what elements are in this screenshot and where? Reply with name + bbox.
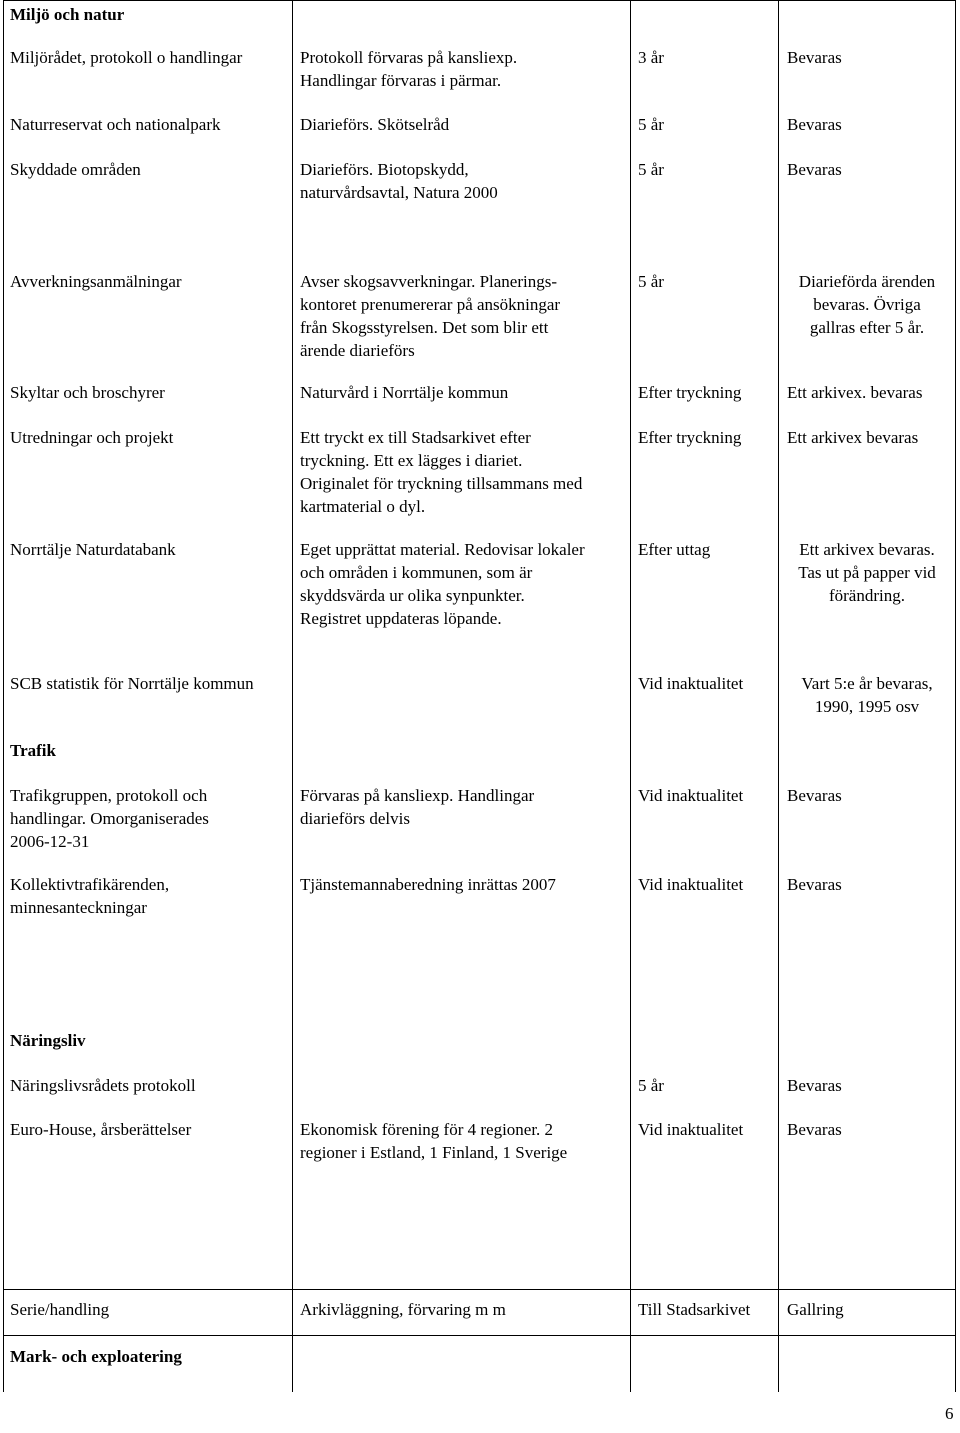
row-avverkning-forvaring: ärende diarieförs <box>300 341 415 360</box>
row-skyddade-gallring: Bevaras <box>787 160 842 179</box>
row-scb-gallring: Vart 5:e år bevaras, <box>801 674 933 693</box>
row-naringslivsradet-stadsarkiv: 5 år <box>638 1076 664 1095</box>
row-naturdatabank-forvaring: skyddsvärda ur olika synpunkter. <box>300 586 525 605</box>
row-avverkning-stadsarkiv: 5 år <box>638 272 664 291</box>
row-naturdatabank-stadsarkiv: Efter uttag <box>638 540 711 559</box>
row-avverkning-gallring: Diarieförda ärenden <box>798 272 936 291</box>
row-skyltar-gallring: Ett arkivex. bevaras <box>787 383 923 402</box>
row-trafikgruppen-forvaring: diarieförs delvis <box>300 809 410 828</box>
row-utredningar-forvaring: tryckning. Ett ex lägges i diariet. <box>300 451 523 470</box>
row-trafikgruppen-forvaring: Förvaras på kansliexp. Handlingar <box>300 786 535 805</box>
header-separator <box>3 1289 956 1290</box>
row-utredningar-stadsarkiv: Efter tryckning <box>638 428 742 447</box>
row-naturdatabank-forvaring: Eget upprättat material. Redovisar lokaler <box>300 540 585 559</box>
row-naturreservat-stadsarkiv: 5 år <box>638 115 664 134</box>
row-miljoradet-forvaring: Protokoll förvaras på kansliexp. <box>300 48 518 67</box>
header-till-stadsarkivet: Till Stadsarkivet <box>638 1300 751 1319</box>
row-miljoradet-stadsarkiv: 3 år <box>638 48 664 67</box>
row-skyltar-serie: Skyltar och broschyrer <box>10 383 165 402</box>
row-miljoradet-serie: Miljörådet, protokoll o handlingar <box>10 48 243 67</box>
row-avverkning-serie: Avverkningsanmälningar <box>10 272 182 291</box>
row-naturdatabank-forvaring: och områden i kommunen, som är <box>300 563 533 582</box>
row-kollektiv-stadsarkiv: Vid inaktualitet <box>638 875 744 894</box>
row-avverkning-gallring: bevaras. Övriga <box>813 295 921 314</box>
row-utredningar-forvaring: Originalet för tryckning tillsammans med <box>300 474 583 493</box>
row-skyddade-forvaring: Diarieförs. Biotopskydd, <box>300 160 469 179</box>
row-eurohouse-gallring: Bevaras <box>787 1120 842 1139</box>
row-trafikgruppen-gallring: Bevaras <box>787 786 842 805</box>
row-kollektiv-forvaring: Tjänstemannaberedning inrättas 2007 <box>300 875 556 894</box>
table-border-right <box>955 0 956 1392</box>
row-trafikgruppen-serie: 2006-12-31 <box>10 832 90 851</box>
row-eurohouse-forvaring: regioner i Estland, 1 Finland, 1 Sverige <box>300 1143 568 1162</box>
row-skyddade-forvaring: naturvårdsavtal, Natura 2000 <box>300 183 498 202</box>
row-utredningar-gallring: Ett arkivex bevaras <box>787 428 919 447</box>
row-trafikgruppen-serie: handlingar. Omorganiserades <box>10 809 209 828</box>
section-title-mark: Mark- och exploatering <box>10 1347 182 1366</box>
row-naturdatabank-gallring: förändring. <box>828 586 905 605</box>
row-kollektiv-serie: Kollektivtrafikärenden, <box>10 875 170 894</box>
row-naturdatabank-forvaring: Registret uppdateras löpande. <box>300 609 502 628</box>
row-utredningar-forvaring: Ett tryckt ex till Stadsarkivet efter <box>300 428 531 447</box>
row-miljoradet-forvaring: Handlingar förvaras i pärmar. <box>300 71 502 90</box>
header-serie-handling: Serie/handling <box>10 1300 110 1319</box>
header-gallring: Gallring <box>787 1300 844 1319</box>
row-naringslivsradet-gallring: Bevaras <box>787 1076 842 1095</box>
section-title-trafik: Trafik <box>10 741 56 760</box>
table-border-top <box>3 0 956 1</box>
row-eurohouse-serie: Euro-House, årsberättelser <box>10 1120 192 1139</box>
row-scb-stadsarkiv: Vid inaktualitet <box>638 674 744 693</box>
row-skyltar-forvaring: Naturvård i Norrtälje kommun <box>300 383 509 402</box>
row-naturreservat-serie: Naturreservat och nationalpark <box>10 115 221 134</box>
header-separator-bottom <box>3 1335 956 1336</box>
row-skyddade-serie: Skyddade områden <box>10 160 141 179</box>
row-naturdatabank-gallring: Ett arkivex bevaras. <box>799 540 935 559</box>
row-skyltar-stadsarkiv: Efter tryckning <box>638 383 742 402</box>
row-trafikgruppen-stadsarkiv: Vid inaktualitet <box>638 786 744 805</box>
row-avverkning-gallring: gallras efter 5 år. <box>809 318 925 337</box>
row-eurohouse-forvaring: Ekonomisk förening för 4 regioner. 2 <box>300 1120 554 1139</box>
row-scb-gallring: 1990, 1995 osv <box>814 697 920 716</box>
table-border-left <box>3 0 4 1392</box>
row-naturdatabank-serie: Norrtälje Naturdatabank <box>10 540 176 559</box>
row-kollektiv-serie: minnesanteckningar <box>10 898 147 917</box>
row-naturreservat-forvaring: Diarieförs. Skötselråd <box>300 115 450 134</box>
row-miljoradet-gallring: Bevaras <box>787 48 842 67</box>
header-arkivlaggning: Arkivläggning, förvaring m m <box>300 1300 506 1319</box>
row-utredningar-forvaring: kartmaterial o dyl. <box>300 497 426 516</box>
row-skyddade-stadsarkiv: 5 år <box>638 160 664 179</box>
row-trafikgruppen-serie: Trafikgruppen, protokoll och <box>10 786 208 805</box>
row-naturreservat-gallring: Bevaras <box>787 115 842 134</box>
page-number: 6 <box>945 1404 954 1423</box>
row-avverkning-forvaring: från Skogsstyrelsen. Det som blir ett <box>300 318 549 337</box>
section-title-naringsliv: Näringsliv <box>10 1031 86 1050</box>
section-title-miljo: Miljö och natur <box>10 5 125 24</box>
table-border-col2 <box>292 0 293 1392</box>
table-border-col3 <box>630 0 631 1392</box>
row-avverkning-forvaring: kontoret prenumererar på ansökningar <box>300 295 561 314</box>
row-eurohouse-stadsarkiv: Vid inaktualitet <box>638 1120 744 1139</box>
row-utredningar-serie: Utredningar och projekt <box>10 428 174 447</box>
row-kollektiv-gallring: Bevaras <box>787 875 842 894</box>
row-naringslivsradet-serie: Näringslivsrådets protokoll <box>10 1076 196 1095</box>
row-naturdatabank-gallring: Tas ut på papper vid <box>798 563 936 582</box>
row-scb-serie: SCB statistik för Norrtälje kommun <box>10 674 254 693</box>
row-avverkning-forvaring: Avser skogsavverkningar. Planerings- <box>300 272 557 291</box>
